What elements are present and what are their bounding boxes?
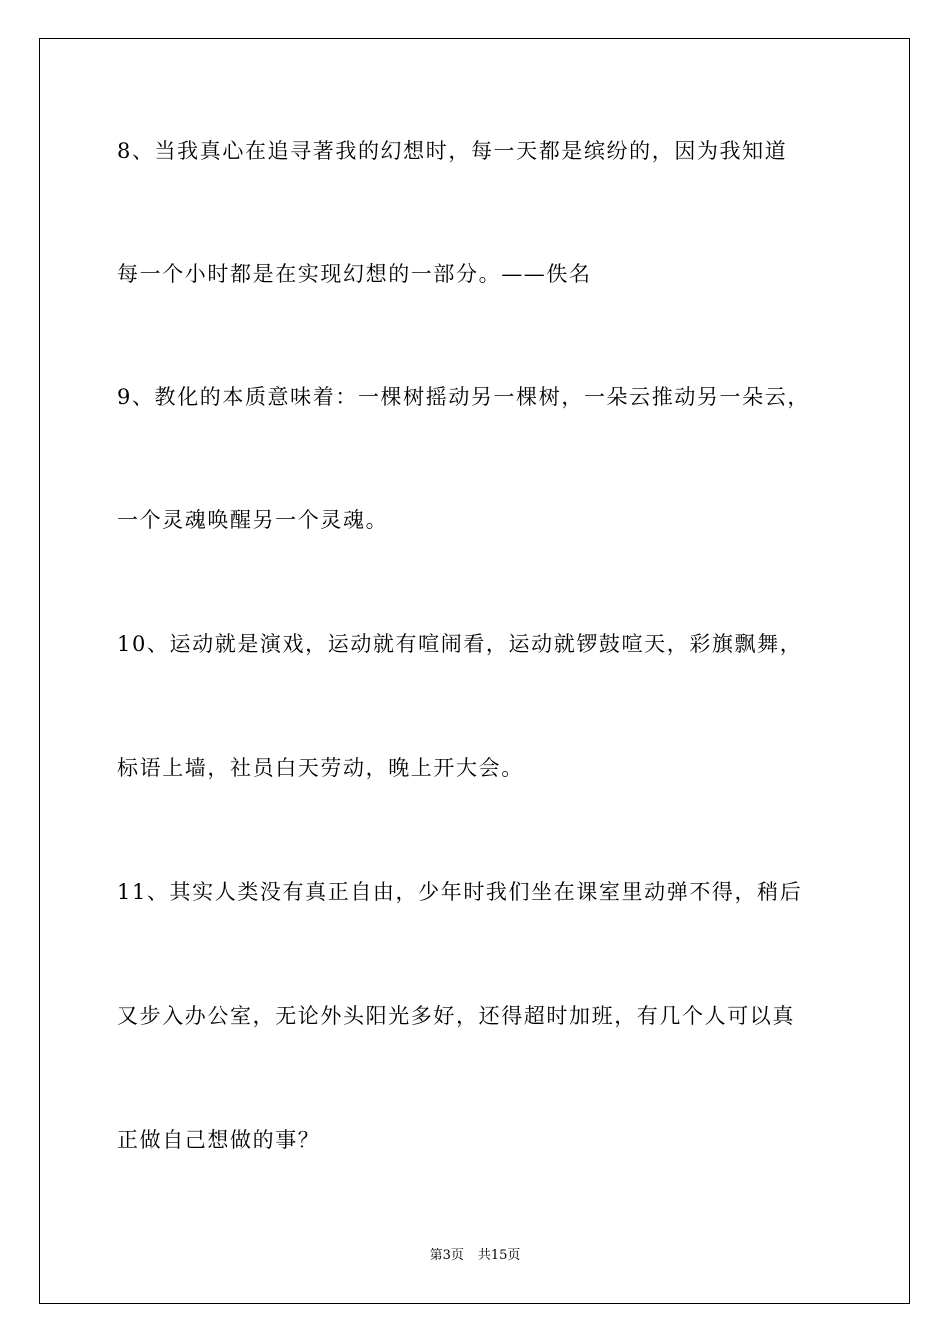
paragraph-8-line-1: 8、当我真心在追寻著我的幻想时，每一天都是缤纷的，因为我知道 (117, 139, 788, 163)
page-number: 第3页 (429, 1248, 464, 1263)
paragraph-10-line-1: 10、运动就是演戏，运动就有喧闹看，运动就锣鼓喧天，彩旗飘舞， (117, 632, 803, 656)
paragraph-9-line-1: 9、教化的本质意味着：一棵树摇动另一棵树，一朵云推动另一朵云， (117, 385, 810, 409)
paragraph-11-line-1: 11、其实人类没有真正自由，少年时我们坐在课室里动弹不得，稍后 (117, 880, 803, 904)
page-footer (0, 1248, 950, 1264)
paragraph-11-line-2: 又步入办公室，无论外头阳光多好，还得超时加班，有几个人可以真 (117, 1004, 795, 1028)
paragraph-8-line-2: 每一个小时都是在实现幻想的一部分。——佚名 (117, 262, 592, 286)
paragraph-11-line-3: 正做自己想做的事？ (117, 1128, 321, 1152)
paragraph-9-line-2: 一个灵魂唤醒另一个灵魂。 (117, 508, 389, 532)
paragraph-10-line-2: 标语上墙，社员白天劳动，晚上开大会。 (117, 756, 524, 780)
page-border (39, 38, 910, 1304)
page-total: 共15页 (477, 1248, 521, 1263)
